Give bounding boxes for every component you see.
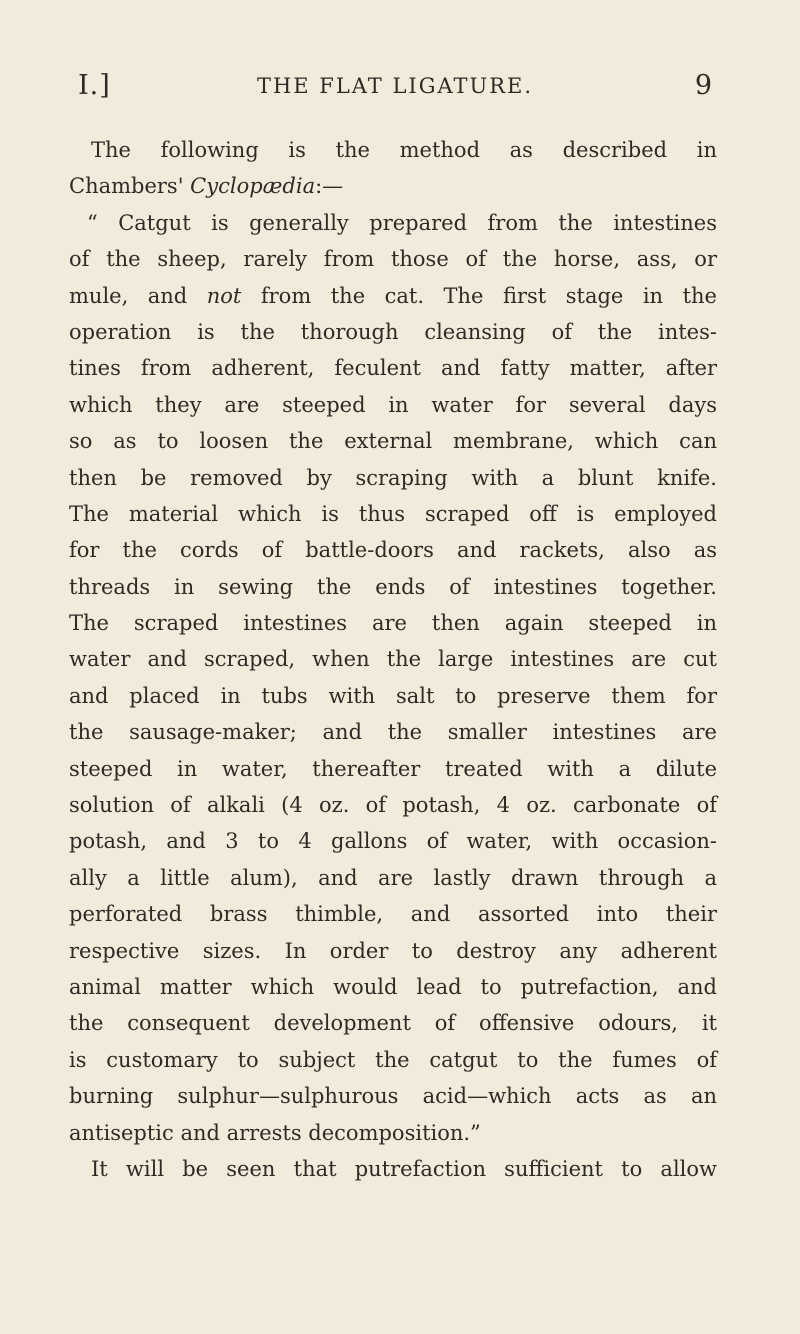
text-line	[69, 278, 717, 314]
text-span: :—	[315, 174, 344, 199]
text-line: then be removed by scraping with a blunt knife.	[69, 465, 717, 490]
text-line: the consequent development of offensive odours, it	[69, 1011, 717, 1036]
text-line: antiseptic and arrests decomposition.”	[69, 1120, 481, 1145]
page-number: 9	[694, 70, 712, 101]
italic-title: Cyclopædia	[190, 174, 316, 199]
text-line: threads in sewing the ends of intestines together.	[69, 574, 717, 599]
text-span: mule, and	[69, 283, 207, 308]
text-line: is customary to subject the catgut to the fumes of	[69, 1047, 717, 1072]
text-line: respective sizes. In order to destroy any adherent	[69, 938, 717, 963]
text-line: The following is the method as described in	[91, 138, 717, 162]
text-line: animal matter which would lead to putrefaction, and	[69, 974, 717, 999]
chapter-number: I.]	[78, 70, 111, 101]
running-title: THE FLAT LIGATURE.	[256, 74, 534, 98]
text-line: of the sheep, rarely from those of the horse, ass, or	[69, 247, 717, 272]
text-line: ally a little alum), and are lastly drawn through a	[69, 865, 717, 890]
text-span: Chambers'	[69, 174, 191, 199]
text-line: water and scraped, when the large intestines are cut	[69, 647, 717, 672]
italic-word: not	[206, 283, 242, 308]
text-line: The material which is thus scraped off is employed	[69, 501, 717, 526]
text-line: “ Catgut is generally prepared from the intestines	[87, 210, 717, 235]
text-line: burning sulphur—sulphurous acid—which acts as an	[69, 1084, 717, 1109]
text-line: It will be seen that putrefaction sufficient to allow	[91, 1156, 717, 1181]
text-line: solution of alkali (4 oz. of potash, 4 oz. carbonate of	[69, 793, 717, 818]
text-span: from the cat. The first stage in the	[241, 283, 717, 308]
text-line: perforated brass thimble, and assorted into their	[69, 902, 717, 927]
text-line: tines from adherent, feculent and fatty matter, after	[69, 356, 717, 381]
page-header	[78, 70, 712, 106]
text-line: for the cords of battle-doors and rackets, also as	[69, 538, 717, 563]
text-line: which they are steeped in water for several days	[69, 392, 717, 417]
text-line: the sausage-maker; and the smaller intestines are	[69, 720, 717, 745]
text-line: steeped in water, thereafter treated with a dilute	[69, 756, 717, 781]
text-line: so as to loosen the external membrane, which can	[69, 429, 717, 454]
text-line: and placed in tubs with salt to preserve them for	[69, 683, 717, 708]
text-line: potash, and 3 to 4 gallons of water, with occasion-	[69, 829, 717, 854]
body-text	[69, 132, 717, 1187]
text-line: The scraped intestines are then again steeped in	[69, 611, 717, 636]
text-line	[69, 168, 717, 204]
text-line: operation is the thorough cleansing of the intes-	[69, 319, 717, 344]
